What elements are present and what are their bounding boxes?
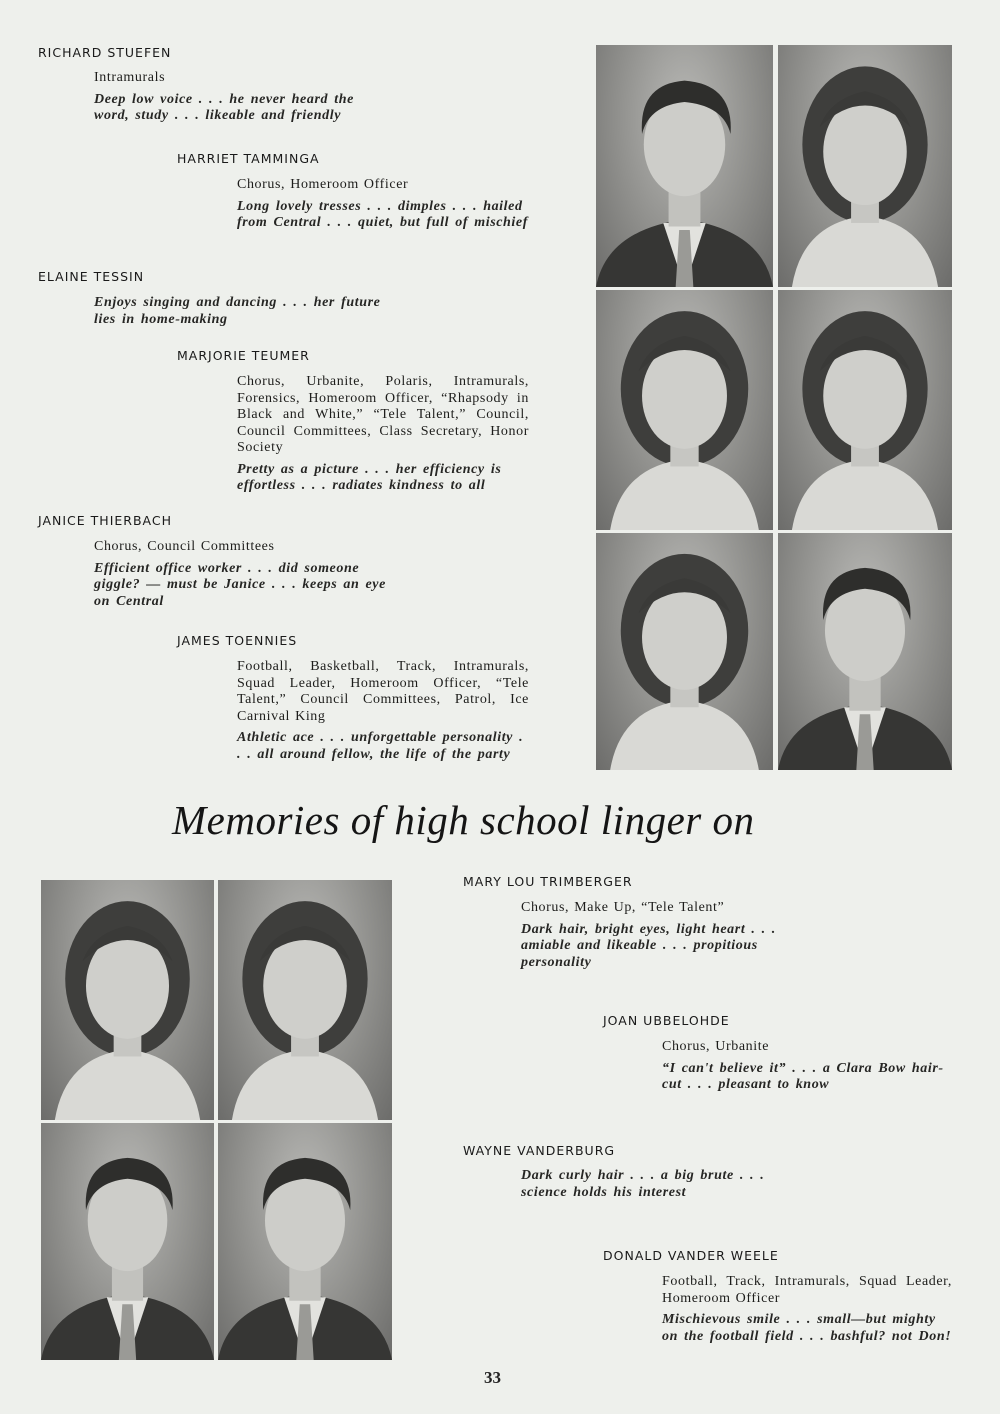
senior-activities: Chorus, Council Committees — [94, 539, 275, 554]
senior-entry — [521, 1168, 813, 1201]
portrait-photo — [596, 290, 773, 530]
senior-quote: Dark hair, bright eyes, light heart . . . amiable and likeable . . . propitious personality — [521, 921, 776, 970]
senior-quote: Deep low voice . . . he never heard the word, study . . . likeable and friendly — [94, 91, 354, 123]
blouse-shape — [792, 459, 938, 530]
senior-quote: Long lovely tresses . . . dimples . . . hailed from Central . . . quiet, but full of mischief — [237, 198, 529, 230]
senior-quote: Mischievous smile . . . small—but mighty on the football field . . . bashful? not Don! — [662, 1312, 952, 1344]
senior-name: MARY LOU TRIMBERGER — [463, 874, 633, 889]
senior-quote: Pretty as a picture . . . her efficiency is effortless . . . radiates kindness to all — [237, 461, 502, 493]
senior-entry — [237, 374, 529, 495]
senior-quote: Efficient office worker . . . did someone giggle? — must be Janice . . . keeps an eye on Central — [94, 560, 386, 609]
senior-name: MARJORIE TEUMER — [177, 348, 310, 363]
page-number: 33 — [484, 1368, 501, 1387]
portrait-photo — [218, 880, 392, 1120]
senior-activities: Football, Track, Intramurals, Squad Leader, Homeroom Officer — [662, 1274, 952, 1306]
portrait-photo — [596, 533, 773, 770]
senior-activities: Football, Basketball, Track, Intramurals, Squad Leader, Homeroom Officer, “Tele Talent,” Council Committees, Patrol, Ice Carnival King — [237, 659, 529, 724]
senior-activities: Intramurals — [94, 70, 166, 85]
senior-name: JANICE THIERBACH — [38, 513, 172, 528]
senior-entry — [237, 177, 529, 232]
blouse-shape — [610, 700, 759, 770]
senior-activities: Chorus, Make Up, “Tele Talent” — [521, 900, 725, 915]
senior-quote: Dark curly hair . . . a big brute . . . science holds his interest — [521, 1168, 765, 1200]
blouse-shape — [232, 1049, 378, 1120]
page-headline: Memories of high school linger on — [172, 797, 755, 843]
portrait-photo — [218, 1123, 392, 1360]
portrait-photo — [41, 880, 214, 1120]
senior-quote: Enjoys singing and dancing . . . her future lies in home-making — [94, 295, 381, 327]
portrait-photo — [778, 290, 952, 530]
senior-entry — [662, 1039, 952, 1094]
senior-name: JOAN UBBELOHDE — [603, 1013, 730, 1028]
senior-name: DONALD VANDER WEELE — [603, 1248, 779, 1263]
senior-name: JAMES TOENNIES — [177, 633, 298, 648]
senior-name: WAYNE VANDERBURG — [463, 1143, 616, 1158]
portrait-photo — [596, 45, 773, 287]
senior-quote: Athletic ace . . . unforgettable personality . . . all around fellow, the life of the party — [237, 730, 524, 762]
senior-name: HARRIET TAMMINGA — [177, 151, 320, 166]
senior-activities: Chorus, Urbanite, Polaris, Intramurals, Forensics, Homeroom Officer, “Rhapsody in Black and White,” “Tele Talent,” Council, Council Committees, Class Secretary, Honor Society — [237, 374, 529, 455]
senior-activities: Chorus, Urbanite — [662, 1039, 770, 1054]
senior-quote: “I can't believe it” . . . a Clara Bow hair-cut . . . pleasant to know — [662, 1060, 944, 1092]
senior-entry — [94, 295, 388, 328]
senior-name: ELAINE TESSIN — [38, 269, 145, 284]
senior-activities: Chorus, Homeroom Officer — [237, 177, 409, 192]
senior-entry — [94, 70, 388, 125]
blouse-shape — [610, 459, 759, 530]
portrait-photo — [778, 45, 952, 287]
blouse-shape — [55, 1049, 200, 1120]
senior-entry — [237, 659, 529, 763]
senior-entry — [94, 539, 388, 610]
senior-entry — [662, 1274, 952, 1345]
senior-name: RICHARD STUEFEN — [38, 45, 172, 60]
portrait-photo — [778, 533, 952, 770]
blouse-shape — [792, 216, 938, 287]
portrait-photo — [41, 1123, 214, 1360]
senior-entry — [521, 900, 813, 971]
